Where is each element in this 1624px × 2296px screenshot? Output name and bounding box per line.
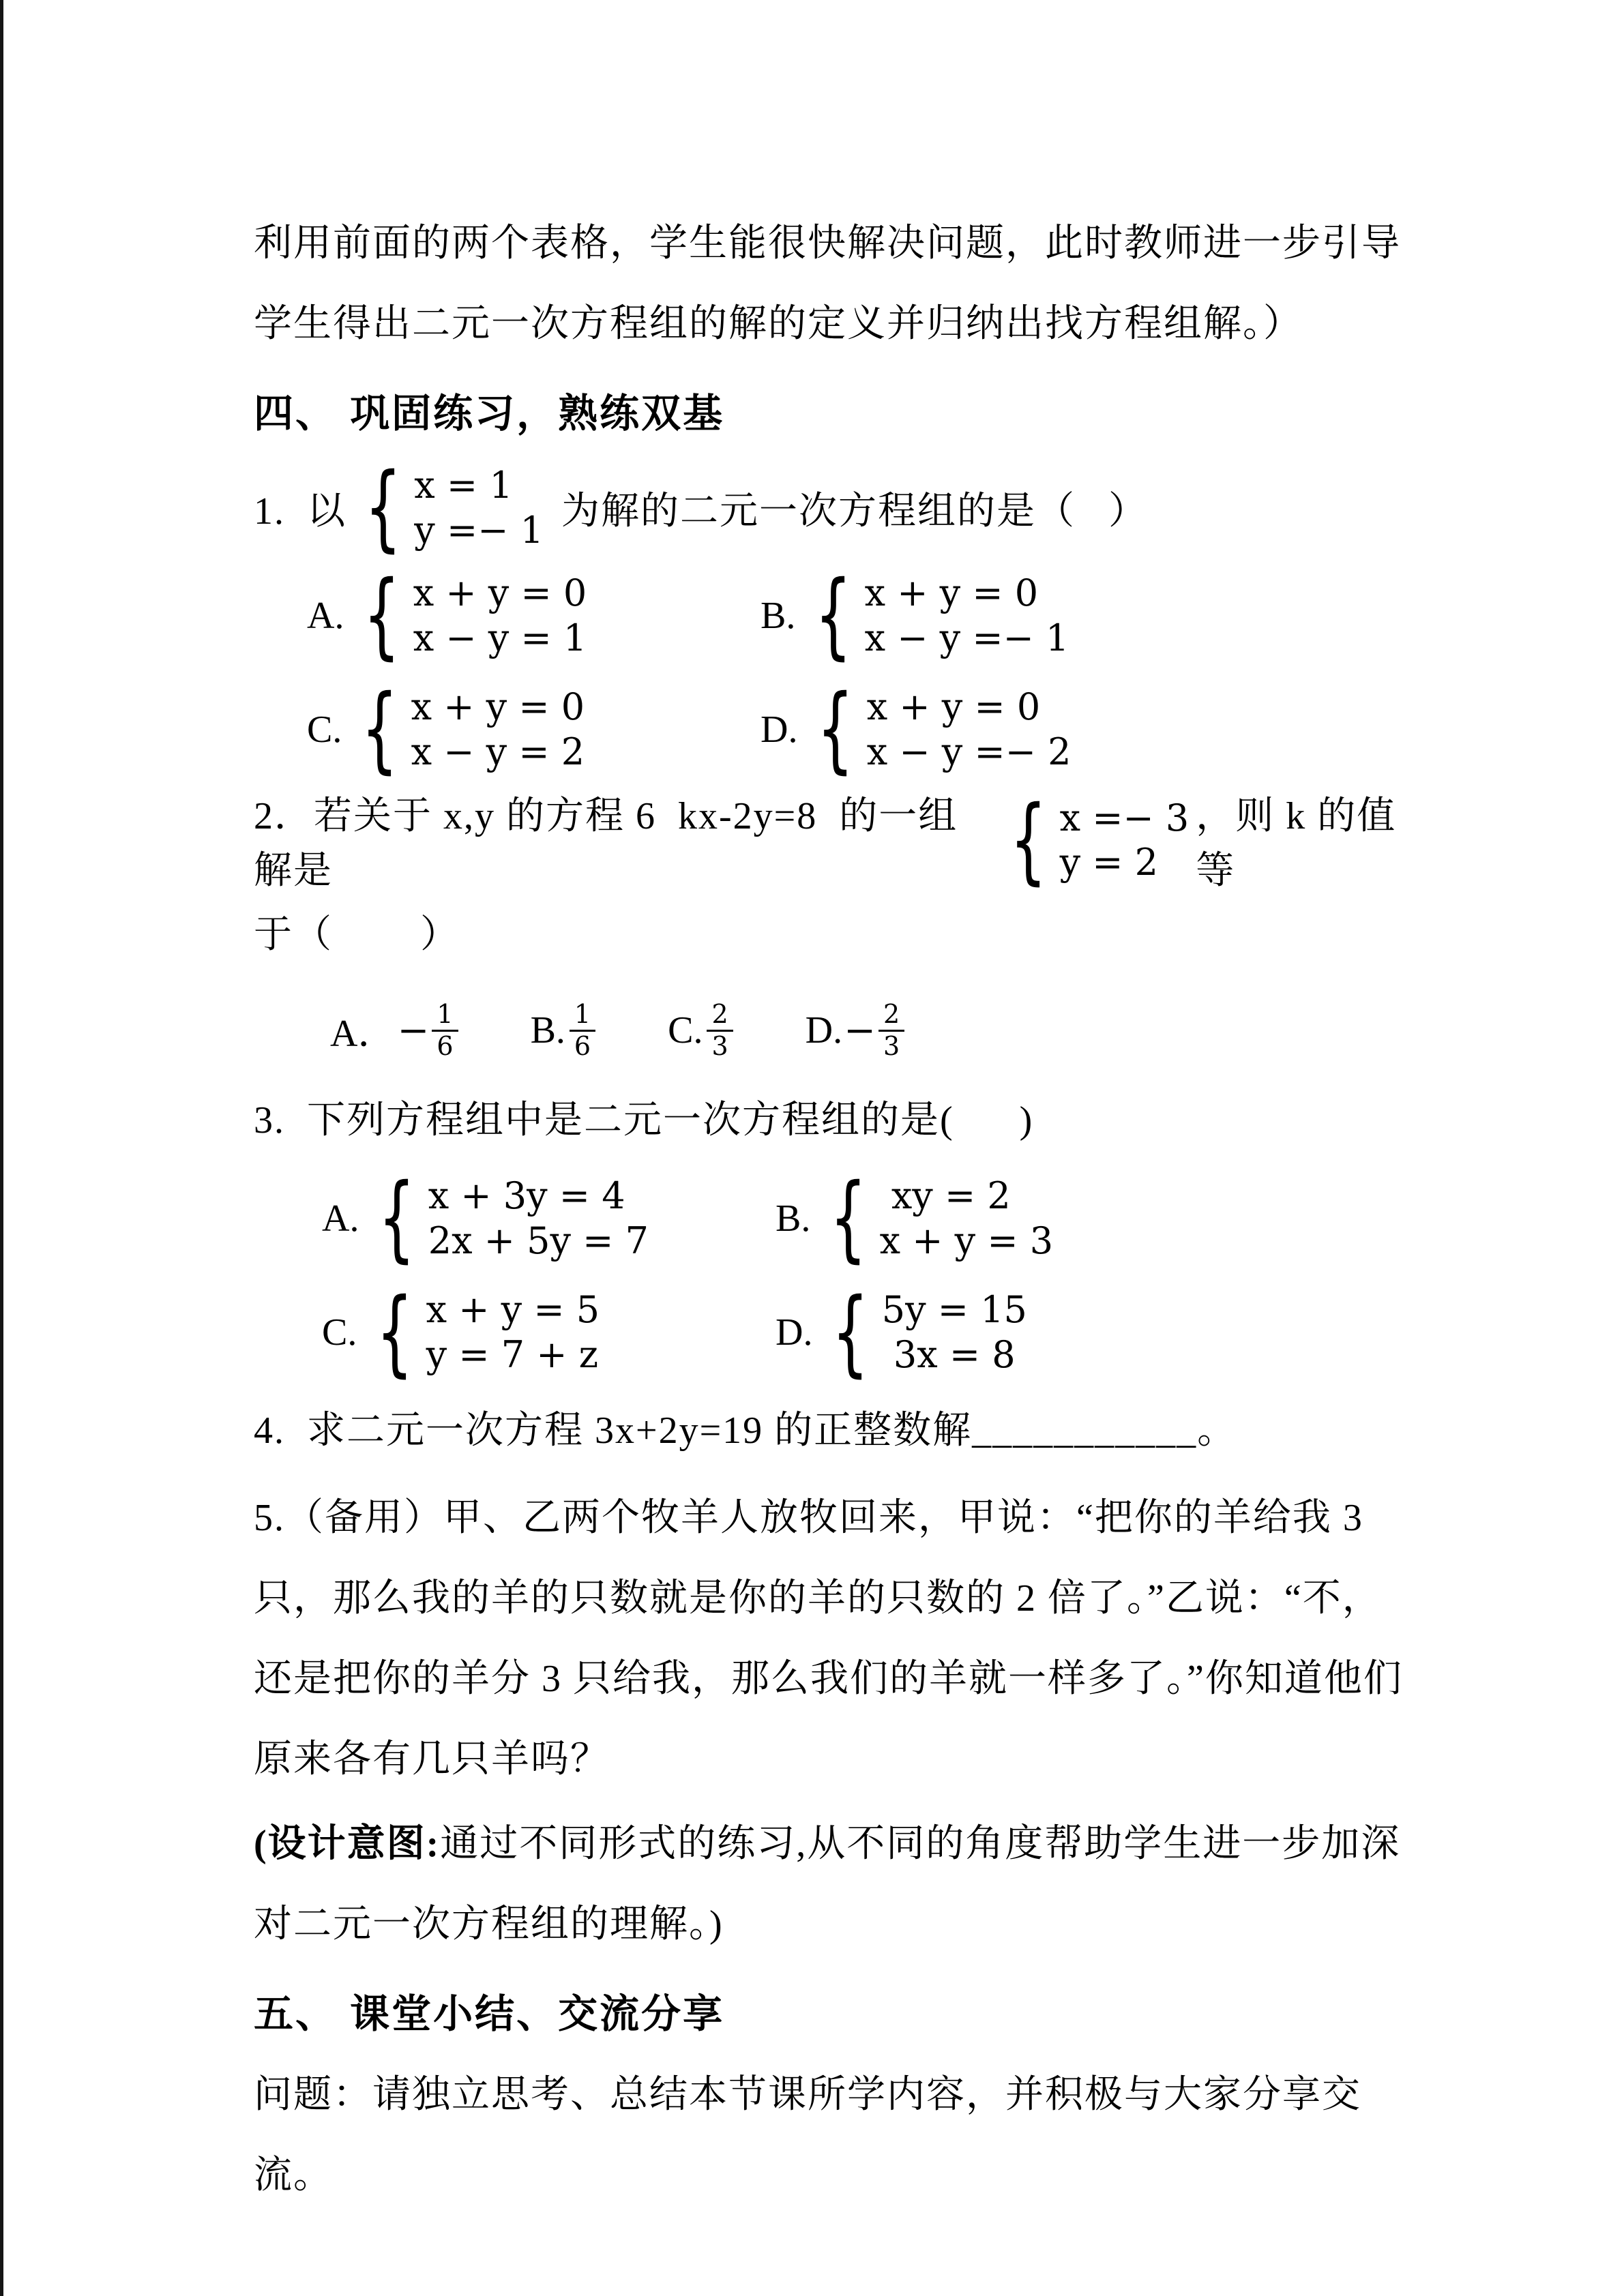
option-system bbox=[821, 1278, 1027, 1387]
option-label: A. bbox=[322, 1197, 359, 1240]
option-system bbox=[818, 1164, 1054, 1273]
option-label: D. bbox=[761, 708, 798, 751]
option-system bbox=[803, 561, 1069, 670]
design-intent-label: (设计意图: bbox=[254, 1822, 441, 1865]
q2-options bbox=[330, 987, 1422, 1073]
fraction bbox=[570, 1000, 595, 1061]
q1-stem-before: 1. 以 bbox=[254, 490, 346, 533]
question-1-stem bbox=[254, 453, 1422, 563]
q2-stem-before: 2．若关于 x,y 的方程 6 kx-2y=8 的一组解是 bbox=[254, 795, 958, 893]
q1-system-eq-top: x = 1 bbox=[414, 464, 513, 507]
q1-option-c bbox=[307, 675, 761, 784]
q1-system-eq-bottom: y =− 1 bbox=[414, 508, 544, 552]
option-label: A. bbox=[307, 594, 344, 637]
left-brace-icon: { bbox=[817, 675, 855, 784]
option-label: B. bbox=[530, 1009, 565, 1052]
section4-heading: 四、 巩固练习，熟练双基 bbox=[254, 391, 725, 436]
q3-options bbox=[322, 1164, 1422, 1387]
left-brace-icon: { bbox=[814, 561, 853, 670]
option-eq-bottom: x + y = 3 bbox=[879, 1219, 1054, 1262]
q2-option-d bbox=[806, 1000, 908, 1061]
minus-sign: − bbox=[844, 1008, 876, 1053]
left-brace-icon: { bbox=[829, 1164, 868, 1273]
q1-options bbox=[307, 561, 1422, 784]
option-label: A． bbox=[330, 1013, 396, 1056]
q2-option-b bbox=[531, 1000, 599, 1061]
q5-line-1: 5.（备用）甲、乙两个牧羊人放牧回来，甲说：“把你的羊给我 3 bbox=[254, 1496, 1363, 1539]
q2-stem-after: ，则 k 的值等 bbox=[1196, 795, 1397, 893]
option-eq-top: x + y = 0 bbox=[864, 571, 1039, 614]
q3-option-d bbox=[776, 1278, 1422, 1387]
fraction-numerator: 2 bbox=[879, 1000, 904, 1032]
summary-line-2: 流。 bbox=[254, 2153, 333, 2196]
fraction bbox=[707, 1000, 733, 1061]
option-label: C. bbox=[322, 1311, 357, 1354]
q2-option-a bbox=[330, 1000, 461, 1061]
intro-line-1: 利用前面的两个表格，学生能很快解决问题，此时教师进一步引导 bbox=[254, 222, 1401, 265]
option-label: D. bbox=[805, 1009, 843, 1052]
fraction-denominator: 3 bbox=[883, 1030, 900, 1061]
fraction-denominator: 6 bbox=[437, 1030, 454, 1061]
q2-system-eq-bottom: y = 2 bbox=[1059, 841, 1159, 884]
option-system bbox=[350, 675, 585, 784]
fraction-denominator: 3 bbox=[711, 1030, 728, 1061]
q3-option-a bbox=[322, 1164, 776, 1273]
left-brace-icon: { bbox=[364, 453, 402, 563]
q1-solution-system bbox=[353, 453, 544, 563]
question-5-paragraph bbox=[254, 1478, 1422, 1800]
design-intent-paragraph bbox=[254, 1804, 1422, 1965]
fraction-denominator: 6 bbox=[574, 1030, 591, 1061]
left-brace-icon: { bbox=[364, 561, 401, 670]
q5-line-2: 只，那么我的羊的只数就是你的羊的只数的 2 倍了。”乙说：“不， bbox=[254, 1577, 1382, 1620]
q3-option-c bbox=[322, 1278, 776, 1387]
q3-option-b bbox=[776, 1164, 1422, 1273]
fraction bbox=[879, 1000, 904, 1061]
option-label: C. bbox=[307, 708, 342, 751]
question-2-stem bbox=[254, 786, 1422, 895]
option-system bbox=[367, 1164, 649, 1273]
option-eq-bottom: x − y =− 1 bbox=[864, 616, 1069, 659]
intro-line-2: 学生得出二元一次方程组的解的定义并归纳出找方程组解。） bbox=[254, 303, 1303, 345]
fraction-numerator: 2 bbox=[707, 1000, 733, 1032]
summary-paragraph bbox=[254, 2055, 1422, 2216]
q2-system-eq-top: x =− 3 bbox=[1059, 796, 1190, 839]
q1-system-equations bbox=[414, 463, 544, 553]
q5-line-3: 还是把你的羊分 3 只给我，那么我们的羊就一样多了。”你知道他们 bbox=[254, 1657, 1403, 1700]
design-intent-line-2: 对二元一次方程组的理解。) bbox=[254, 1903, 724, 1945]
left-brace-icon: { bbox=[361, 675, 399, 784]
option-label: B. bbox=[761, 594, 796, 637]
option-system bbox=[806, 675, 1072, 784]
left-brace-icon: { bbox=[832, 1278, 870, 1387]
option-eq-bottom: x − y = 2 bbox=[411, 730, 585, 773]
q2-option-c bbox=[668, 1000, 736, 1061]
option-eq-top: x + y = 5 bbox=[426, 1288, 600, 1332]
summary-line-1: 问题：请独立思考、总结本节课所学内容，并积极与大家分享交 bbox=[254, 2073, 1361, 2116]
option-label: D. bbox=[776, 1311, 813, 1354]
fraction bbox=[432, 1000, 458, 1061]
option-label: B. bbox=[776, 1197, 811, 1240]
option-eq-top: xy = 2 bbox=[879, 1174, 1011, 1218]
question-4-line: 4. 求二元一次方程 3x+2y=19 的正整数解___________。 bbox=[254, 1409, 1237, 1452]
page-left-edge bbox=[0, 0, 3, 2296]
intro-paragraph bbox=[254, 203, 1422, 364]
design-intent-line-1 bbox=[254, 1804, 1422, 1884]
option-eq-top: x + y = 0 bbox=[866, 685, 1041, 728]
option-eq-bottom: y = 7 + z bbox=[426, 1333, 599, 1377]
left-brace-icon: { bbox=[376, 1278, 414, 1387]
option-system bbox=[352, 561, 587, 670]
fraction-numerator: 1 bbox=[570, 1000, 595, 1032]
left-brace-icon: { bbox=[379, 1164, 416, 1273]
option-eq-top: 5y = 15 bbox=[881, 1288, 1027, 1332]
option-eq-top: x + 3y = 4 bbox=[428, 1174, 625, 1218]
question-3-stem: 3. 下列方程组中是二元一次方程组的是( ) bbox=[254, 1099, 1034, 1142]
left-brace-icon: { bbox=[1009, 786, 1047, 895]
q1-option-b bbox=[761, 561, 1422, 670]
option-system bbox=[365, 1278, 600, 1387]
q1-stem-after: 为解的二元一次方程组的是（ ） bbox=[550, 490, 1148, 533]
option-eq-top: x + y = 0 bbox=[413, 571, 587, 614]
fraction-numerator: 1 bbox=[432, 1000, 458, 1032]
q1-option-d bbox=[761, 675, 1422, 784]
q2-solution-system bbox=[999, 786, 1190, 895]
option-eq-top: x + y = 0 bbox=[411, 685, 585, 728]
minus-sign: − bbox=[397, 1008, 430, 1053]
section5-heading: 五、 课堂小结、交流分享 bbox=[254, 1991, 725, 2036]
option-eq-bottom: x − y =− 2 bbox=[866, 730, 1072, 773]
q1-option-a bbox=[307, 561, 761, 670]
option-eq-bottom: 2x + 5y = 7 bbox=[428, 1219, 649, 1262]
q5-line-4: 原来各有几只羊吗？ bbox=[254, 1738, 610, 1780]
design-intent-text: 通过不同形式的练习,从不同的角度帮助学生进一步加深 bbox=[440, 1822, 1401, 1865]
q2-stem-line2: 于（ ） bbox=[254, 914, 460, 957]
option-eq-bottom: 3x = 8 bbox=[881, 1333, 1016, 1377]
option-label: C. bbox=[668, 1009, 703, 1052]
option-eq-bottom: x − y = 1 bbox=[413, 616, 587, 659]
